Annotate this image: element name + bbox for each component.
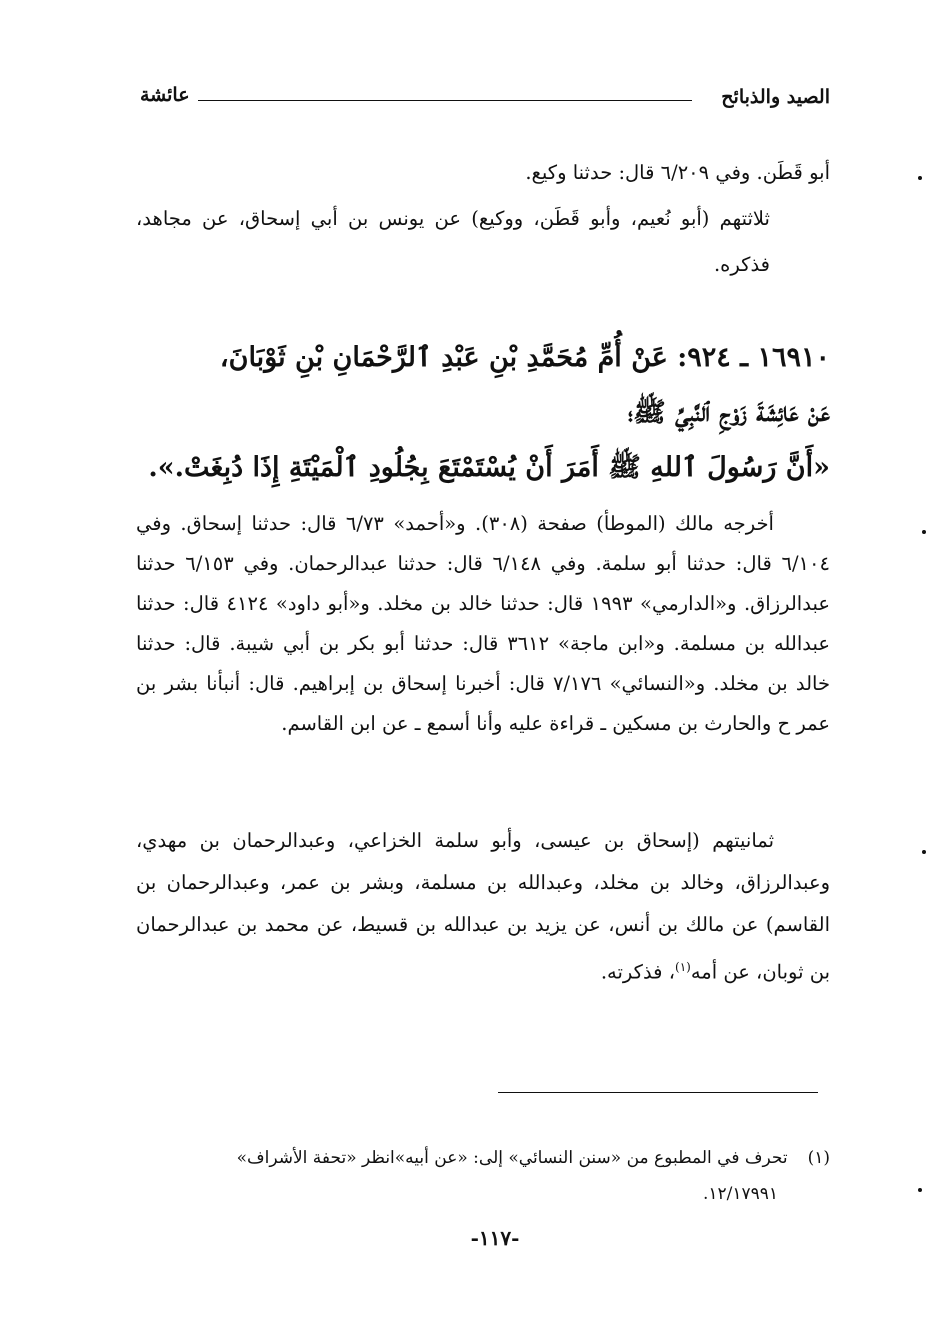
hadith-line: ١٦٩١٠ ـ ٩٢٤: عَنْ أُمِّ مُحَمَّدِ بْنِ عَبْدِ ٱلرَّحْمَانِ بْنِ ثَوْبَانَ، [219, 342, 830, 373]
scan-mark [922, 850, 926, 854]
footnote [136, 1140, 830, 1212]
footnote-reference[interactable]: (١) [675, 960, 691, 974]
hadith-text [150, 330, 830, 495]
narrator-name: عائشة [140, 84, 190, 106]
header-rule [198, 100, 692, 101]
chapter-title: الصيد والذبائح [721, 86, 830, 108]
footnote-text: تحرف في المطبوع من «سنن النسائي» إلى: «عن أبيه»انظر «تحفة الأشراف» [236, 1148, 788, 1168]
footnote-continuation: ١٢/١٧٩٩١. [702, 1184, 778, 1204]
hadith-line: عَنْ عَائِشَةَ زَوْجِ ٱلنَّبِيِّ ﷺ؛ [627, 397, 830, 428]
paragraph-tail: ، فذكرته. [600, 960, 676, 984]
scan-mark [922, 530, 926, 534]
paragraph-first-line: أخرجه مالك (الموطأ) صفحة (٣٠٨). و«أحمد» ٦/٧٣ قال: حدثنا [251, 512, 774, 535]
paragraph-first-line: ثمانيتهم (إسحاق بن عيسى، وأبو سلمة الخزاعي، وعبدالرحمان بن [199, 829, 774, 852]
paragraph-chain-end [136, 150, 830, 288]
paragraph-line: ثلاثتهم (أبو نُعيم، وأبو قَطَن، ووكيع) عن يونس بن أبي إسحاق، عن مجاهد، فذكره. [136, 207, 770, 276]
paragraph-body: إسحاق. وفي ٦/١٠٤ قال: حدثنا أبو سلمة. وفي ٦/١٤٨ قال: حدثنا عبدالرحمان. وفي ٦/١٥٣ حدثنا عبدالرزاق. و«الدارمي» ١٩٩٣ قال: حدثنا خالد بن مخلد. و«أبو داود» ٤١٢٤ قال: حدثنا عبدالله بن مسلمة. و«ابن ماجة» ٣٦١٢ قال: حدثنا أبو بكر بن أبي شيبة. قال: حدثنا خالد بن مخلد. و«النسائي» ٧/١٧٦ قال: أخبرنا إسحاق بن إبراهيم. قال: أنبأنا بشر بن عمر ح والحارث بن مسكين ـ قراءة عليه وأنا أسمع ـ عن ابن القاسم. [136, 512, 831, 735]
scan-mark [918, 1188, 922, 1192]
paragraph-body: مهدي، وعبدالرزاق، وخالد بن مخلد، وعبدالله بن مسلمة، وبشر بن عمر، وعبدالرحمان بن القاسم) عن مالك بن أنس، عن يزيد بن عبدالله بن قسيط، عن محمد بن عبدالرحمان بن ثوبان، عن أمه [136, 829, 830, 984]
isnad-paragraph [136, 820, 830, 994]
hadith-line: «أَنَّ رَسُولَ ٱللهِ ﷺ أَمَرَ أَنْ يُسْتَمْتَعَ بِجُلُودِ ٱلْمَيْتَةِ إِذَا دُبِغَتْ.». [148, 452, 830, 483]
footnote-number: (١) [807, 1148, 830, 1168]
scan-mark [918, 176, 922, 180]
takhrij-paragraph [136, 504, 830, 744]
page-number: -١١٧- [470, 1226, 520, 1250]
running-header [140, 82, 830, 116]
footnote-separator [498, 1092, 818, 1093]
paragraph-line: أبو قَطَن. وفي ٦/٢٠٩ قال: حدثنا وكيع. [525, 161, 830, 184]
